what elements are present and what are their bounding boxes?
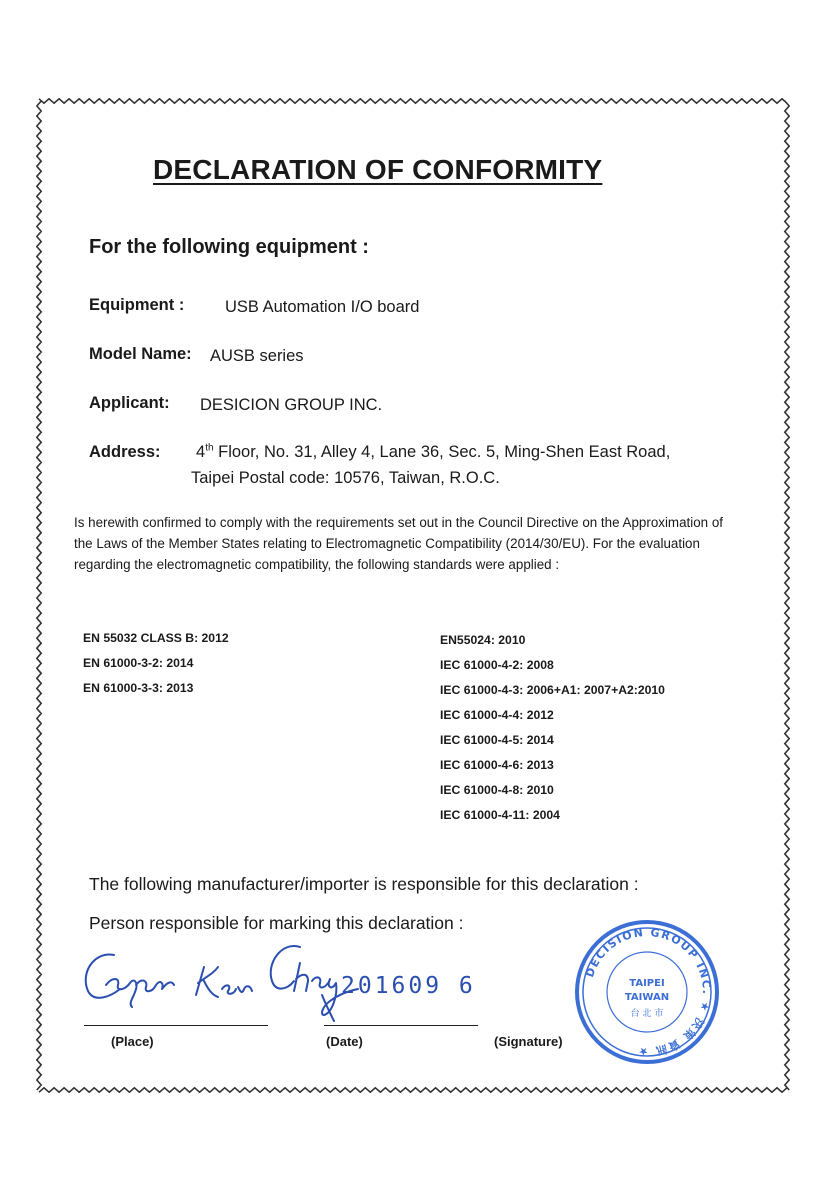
standard-item: IEC 61000-4-6: 2013 [440, 758, 554, 772]
place-line [84, 1025, 268, 1026]
standard-item: IEC 61000-4-2: 2008 [440, 658, 554, 672]
standards-left-list [83, 626, 229, 701]
model-label: Model Name: [89, 345, 192, 363]
address-number: 4 [196, 443, 206, 461]
standard-item: EN55024: 2010 [440, 633, 526, 647]
address-label: Address: [89, 443, 161, 461]
address-superscript: th [205, 442, 214, 454]
standard-item: IEC 61000-4-4: 2012 [440, 708, 554, 722]
date-value: 201609 6 [341, 973, 476, 999]
signature-label: (Signature) [494, 1034, 563, 1049]
date-line [324, 1025, 478, 1026]
manufacturer-line: The following manufacturer/importer is responsible for this declaration : [89, 874, 639, 894]
svg-text:TAIWAN: TAIWAN [624, 992, 670, 1003]
model-value: AUSB series [210, 347, 304, 365]
company-seal-stamp [571, 916, 723, 1068]
standards-right-list [440, 628, 665, 828]
conformity-paragraph: Is herewith confirmed to comply with the requirements set out in the Council Directive on the Approximation of the Laws of the Member States relating to Electromagnetic Compatibility (2014/30/EU). For the evaluation regarding the electromagnetic compatibility, the following standards were applied : [74, 515, 724, 572]
address-street: Floor, No. 31, Alley 4, Lane 36, Sec. 5, Ming-Shen East Road, [213, 443, 671, 461]
handwritten-signature [76, 933, 376, 1028]
equipment-value: USB Automation I/O board [225, 298, 420, 316]
standard-item: IEC 61000-4-8: 2010 [440, 783, 554, 797]
equipment-subheading: For the following equipment : [89, 236, 369, 258]
standard-item: IEC 61000-4-5: 2014 [440, 733, 554, 747]
address-line-2: Taipei Postal code: 10576, Taiwan, R.O.C. [191, 469, 500, 487]
svg-text:DECISION GROUP INC. ★ 決策 資訊 ★: DECISION GROUP INC. ★ 決策 資訊 ★ [583, 925, 714, 1059]
address-line-1 [196, 443, 670, 462]
svg-text:TAIPEI: TAIPEI [629, 978, 665, 989]
document-title: DECLARATION OF CONFORMITY [153, 154, 603, 185]
standard-item: EN 61000-3-3: 2013 [83, 681, 194, 695]
person-line: Person responsible for marking this declaration : [89, 913, 464, 933]
equipment-label: Equipment : [89, 296, 185, 314]
place-label: (Place) [111, 1034, 154, 1049]
applicant-label: Applicant: [89, 394, 170, 412]
standard-item: IEC 61000-4-3: 2006+A1: 2007+A2:2010 [440, 683, 665, 697]
document-frame [36, 98, 790, 1093]
standard-item: IEC 61000-4-11: 2004 [440, 808, 560, 822]
svg-text:台 北 市: 台 北 市 [630, 1009, 664, 1019]
date-label: (Date) [326, 1034, 363, 1049]
applicant-value: DESICION GROUP INC. [200, 396, 383, 414]
standard-item: EN 61000-3-2: 2014 [83, 656, 194, 670]
standard-item: EN 55032 CLASS B: 2012 [83, 631, 229, 645]
